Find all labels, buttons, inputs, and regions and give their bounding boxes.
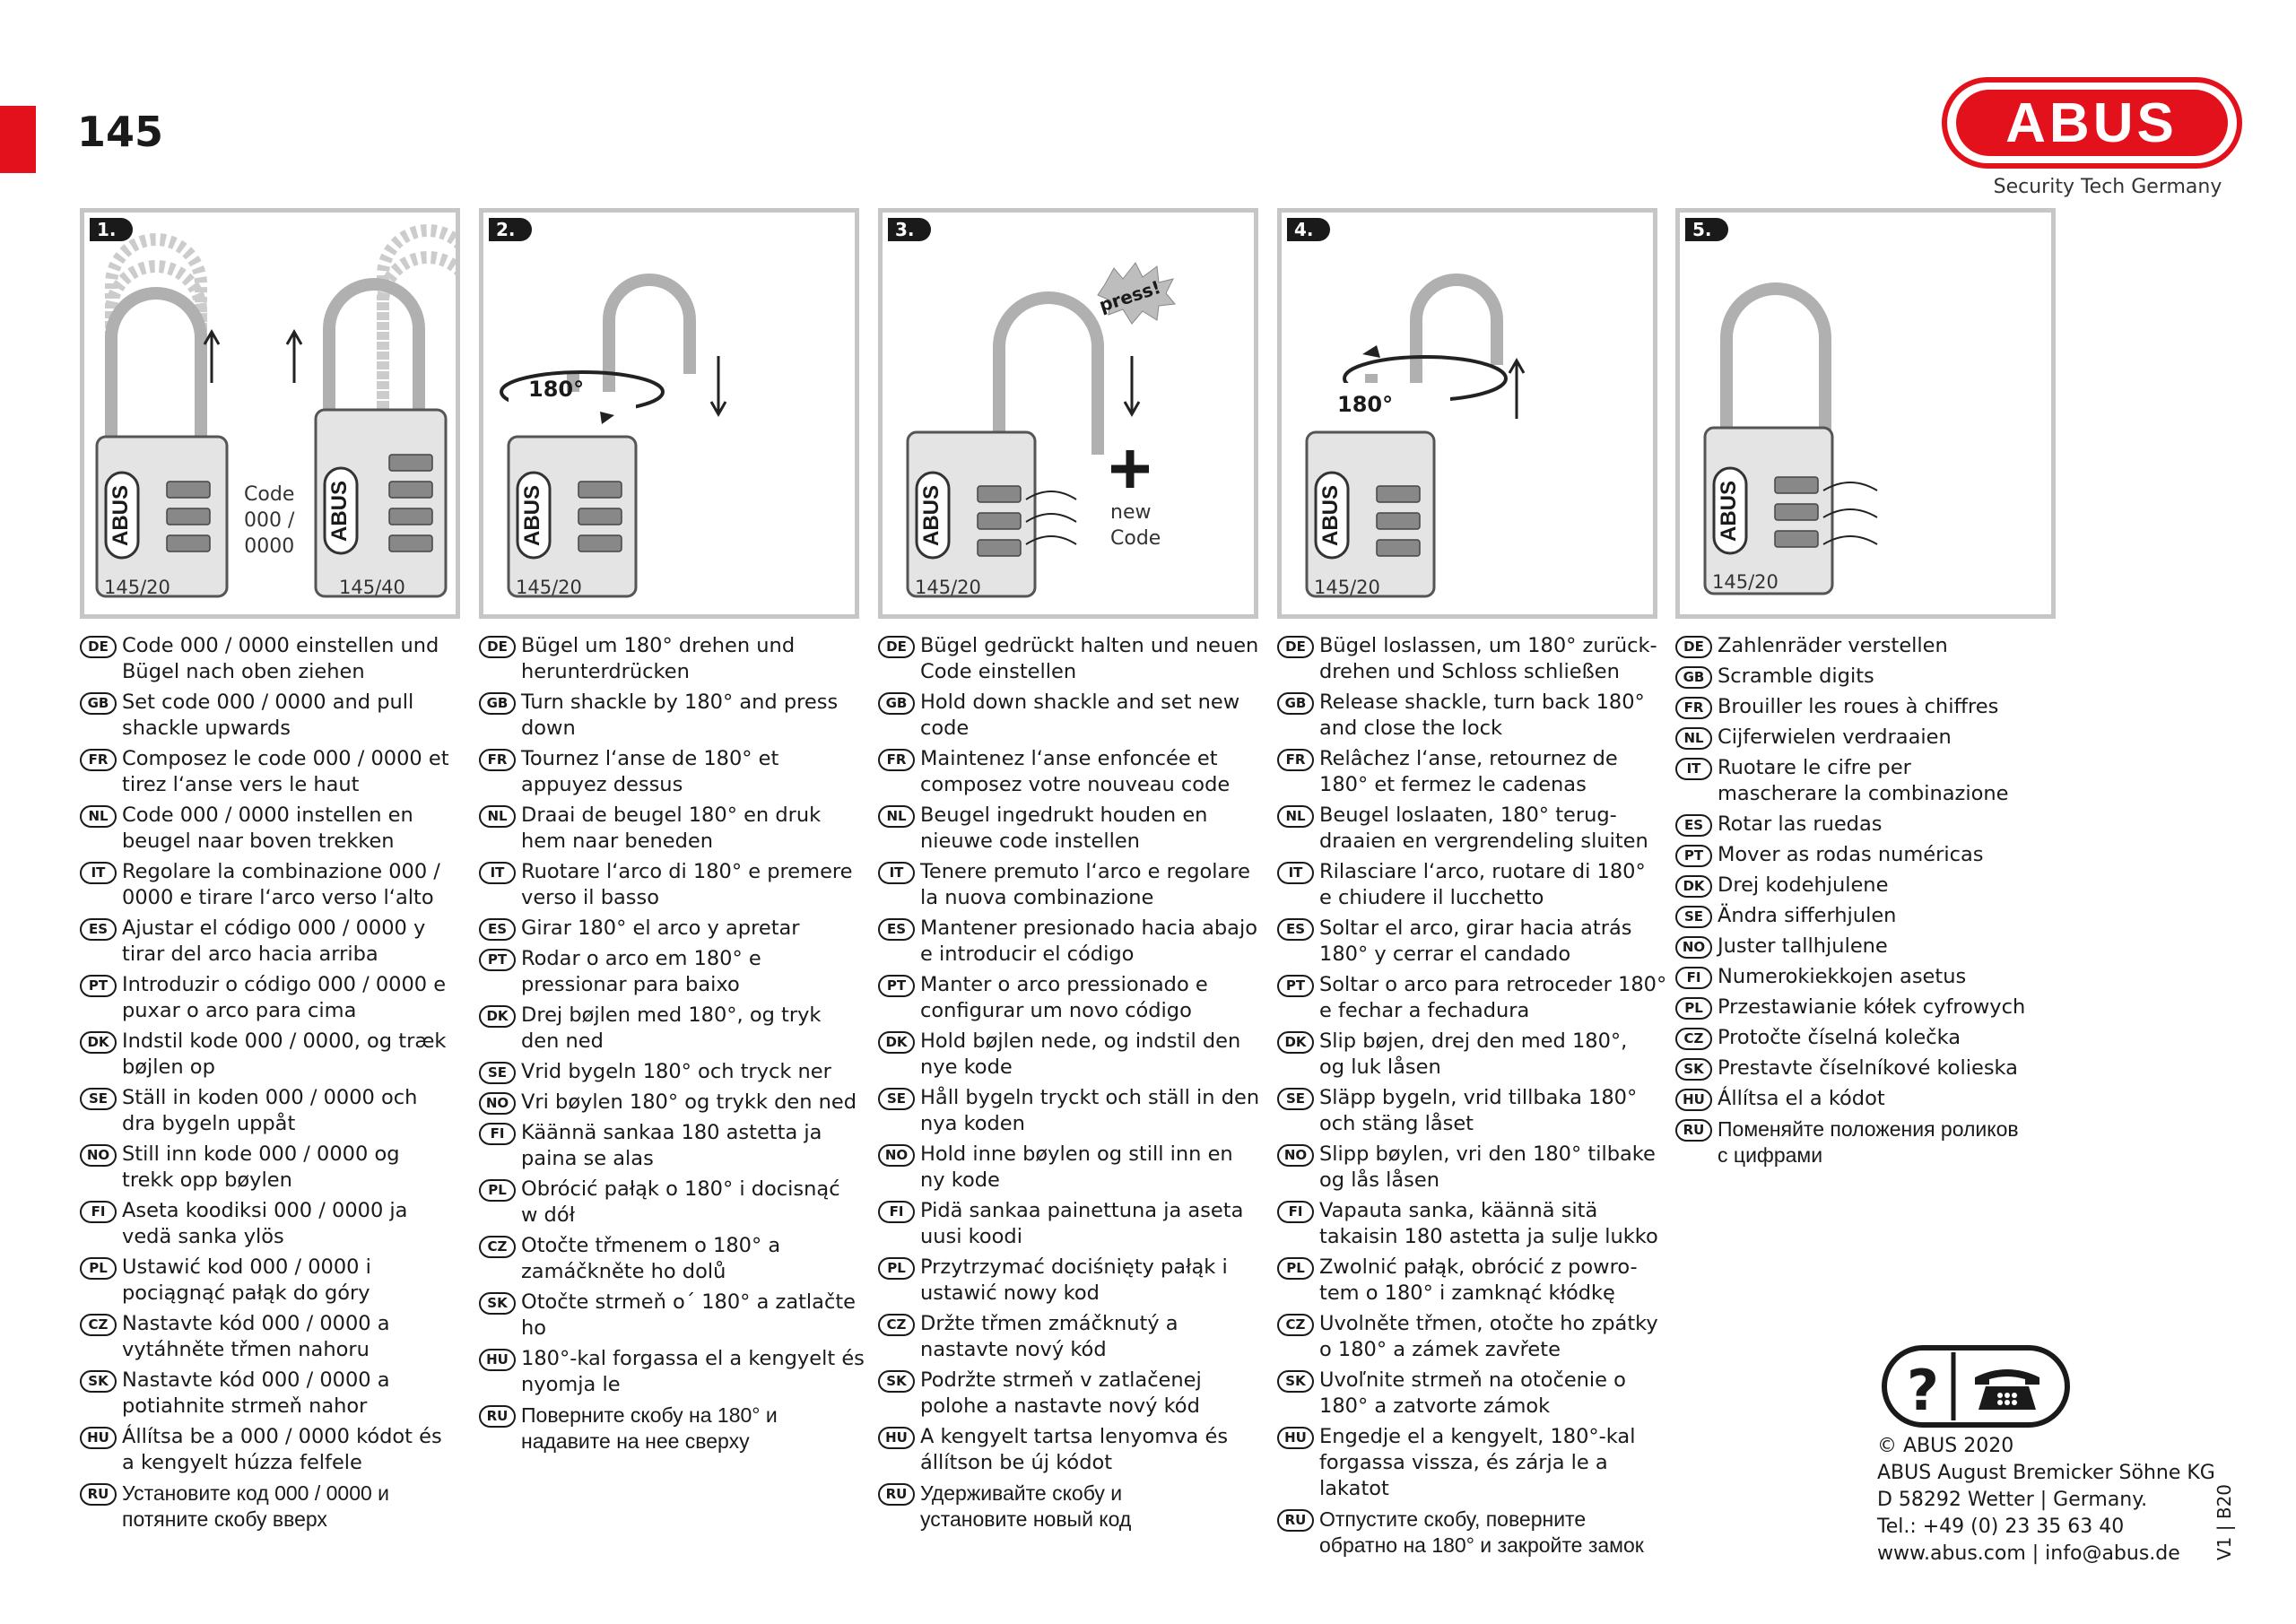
language-code-badge: FR <box>878 749 915 771</box>
instruction-item <box>80 633 474 685</box>
instruction-text: Отпустите скобу, поверните обратно на 180° и закройте замок <box>1319 1507 1644 1557</box>
instruction-text: Protočte číselná kolečka <box>1718 1026 1961 1049</box>
instruction-text: Bügel gedrückt halten und neuen Code einstellen <box>920 634 1259 683</box>
instruction-text: Beugel ingedrukt houden en nieuwe code instellen <box>920 803 1208 853</box>
instruction-item <box>80 972 474 1024</box>
instruction-text: Draai de beugel 180° en druk hem naar beneden <box>521 803 822 853</box>
language-code-badge: IT <box>80 862 117 884</box>
instruction-text: Slip bøjen, drej den med 180°, og luk låsen <box>1319 1029 1628 1079</box>
instruction-text: Поменяйте положения роликов с цифрами <box>1718 1117 2019 1167</box>
instruction-text: Soltar el arco, girar hacia atrás 180° y cerrar el candado <box>1319 916 1632 966</box>
instruction-text: Håll bygeln tryckt och ställ in den nya koden <box>920 1086 1260 1135</box>
language-code-badge: RU <box>80 1483 117 1506</box>
instruction-text: Ändra sifferhjulen <box>1718 904 1897 927</box>
step-panel-4 <box>1277 208 1657 619</box>
note-line: Code <box>244 483 295 506</box>
step-number: 3. <box>888 218 931 241</box>
language-code-badge: FI <box>1675 967 1712 989</box>
language-code-badge: RU <box>878 1483 915 1506</box>
rotation-angle: 180° <box>528 377 585 402</box>
language-code-badge: ES <box>80 918 117 941</box>
instruction-item <box>878 859 1273 911</box>
language-code-badge: DE <box>1277 636 1314 658</box>
instruction-text: Release shackle, turn back 180° and close the lock <box>1319 690 1645 740</box>
logo-wordmark: ABUS <box>2005 92 2178 154</box>
instruction-item <box>80 1424 474 1476</box>
step-4-illustration <box>1282 213 1653 614</box>
instruction-text: Vrid bygeln 180° och tryck ner <box>521 1060 831 1083</box>
lock-model-label: 145/20 <box>104 577 170 598</box>
instruction-item <box>1277 972 1672 1024</box>
company-web[interactable]: www.abus.com | info@abus.de <box>1877 1542 2180 1565</box>
language-code-badge: DK <box>80 1031 117 1054</box>
lock-model-label: 145/20 <box>915 577 981 598</box>
instruction-text: Käännä sankaa 180 astetta ja paina se alas <box>521 1121 822 1170</box>
instruction-item <box>878 746 1273 798</box>
instructions-step-1 <box>80 633 474 1537</box>
step-panel-5 <box>1675 208 2056 619</box>
language-code-badge: NL <box>80 805 117 828</box>
language-code-badge: DE <box>479 636 516 658</box>
lock-model-label: 145/20 <box>516 577 582 598</box>
instruction-text: Still inn kode 000 / 0000 og trekk opp bøylen <box>122 1142 400 1192</box>
instruction-item <box>80 803 474 855</box>
instruction-text: Introduzir o código 000 / 0000 e puxar o arco para cima <box>122 973 447 1022</box>
instruction-text: Prestavte číselníkové kolieska <box>1718 1056 2018 1080</box>
language-code-badge: SK <box>1675 1058 1712 1081</box>
language-code-badge: PL <box>80 1257 117 1280</box>
language-code-badge: GB <box>479 692 516 715</box>
instructions-step-5 <box>1675 633 2070 1173</box>
instruction-item <box>1675 694 2070 720</box>
page-title: 145 <box>77 108 164 156</box>
language-code-badge: RU <box>479 1405 516 1428</box>
instruction-text: Nastavte kód 000 / 0000 a vytáhněte třmen nahoru <box>122 1312 390 1361</box>
note-line: 0000 <box>244 535 295 558</box>
language-code-badge: DK <box>1277 1031 1314 1054</box>
instruction-text: Установите код 000 / 0000 и потяните скобу вверх <box>122 1481 390 1531</box>
step-5-illustration <box>1680 213 2051 614</box>
language-code-badge: PT <box>1277 975 1314 997</box>
instruction-text: Juster tallhjulene <box>1718 934 1888 958</box>
language-code-badge: CZ <box>878 1314 915 1336</box>
language-code-badge: SE <box>1675 906 1712 928</box>
language-code-badge: NL <box>1675 727 1712 750</box>
instruction-text: Bügel um 180° drehen und herunterdrücken <box>521 634 796 683</box>
instruction-item <box>80 859 474 911</box>
language-code-badge: ES <box>1675 814 1712 837</box>
language-code-badge: CZ <box>1675 1028 1712 1050</box>
language-code-badge: NO <box>80 1144 117 1167</box>
language-code-badge: GB <box>1675 666 1712 689</box>
instruction-item <box>1675 633 2070 659</box>
svg-text:?: ? <box>1907 1358 1939 1423</box>
instruction-item <box>878 803 1273 855</box>
instruction-item <box>479 916 874 942</box>
instruction-text: Állítsa be a 000 / 0000 kódot és a kengyelt húzza felfele <box>122 1425 442 1474</box>
instruction-item <box>1675 934 2070 960</box>
language-code-badge: CZ <box>1277 1314 1314 1336</box>
instruction-item <box>479 1177 874 1229</box>
instruction-item <box>1277 1142 1672 1194</box>
instruction-item <box>80 746 474 798</box>
instruction-text: Przestawianie kółek cyfrowych <box>1718 995 2026 1019</box>
instruction-text: Brouiller les roues à chiffres <box>1718 695 1999 718</box>
instruction-text: Drej kodehjulene <box>1718 873 1889 897</box>
instruction-text: Soltar o arco para retroceder 180° e fechar a fechadura <box>1319 973 1667 1022</box>
instruction-text: Удерживайте скобу и установите новый код <box>920 1481 1132 1531</box>
instruction-item <box>1675 1055 2070 1081</box>
instruction-text: Otočte strmeň o´ 180° a zatlačte ho <box>521 1290 857 1340</box>
instruction-text: Engedje el a kengyelt, 180°-kal forgassa vissza, és zárja le a lakatot <box>1319 1425 1636 1500</box>
language-code-badge: NO <box>1675 936 1712 959</box>
instruction-item <box>878 972 1273 1024</box>
instruction-item <box>479 746 874 798</box>
instruction-text: Vri bøylen 180° og trykk den ned <box>521 1090 857 1114</box>
language-code-badge: PL <box>1277 1257 1314 1280</box>
telephone-icon <box>1975 1369 2039 1410</box>
instruction-text: Ustawić kod 000 / 0000 i pociągnąć pałąk do góry <box>122 1255 371 1305</box>
instruction-item <box>80 1029 474 1081</box>
note-line: 000 / <box>244 509 295 532</box>
language-code-badge: DK <box>479 1005 516 1028</box>
instruction-text: Ajustar el código 000 / 0000 y tirar del arco hacia arriba <box>122 916 426 966</box>
instruction-item <box>1675 755 2070 807</box>
instruction-item <box>1675 1086 2070 1112</box>
language-code-badge: PL <box>1675 997 1712 1020</box>
instruction-item <box>1675 903 2070 929</box>
instruction-item <box>1277 859 1672 911</box>
instruction-text: Beugel loslaaten, 180° terug- draaien en vergrendeling sluiten <box>1319 803 1648 853</box>
language-code-badge: FI <box>1277 1201 1314 1223</box>
language-code-badge: SE <box>80 1088 117 1110</box>
language-code-badge: PT <box>878 975 915 997</box>
instruction-text: Tournez l‘anse de 180° et appuyez dessus <box>521 747 779 796</box>
instruction-item <box>80 690 474 742</box>
instruction-item <box>878 690 1273 742</box>
instruction-text: Numerokiekkojen asetus <box>1718 965 1967 988</box>
lock-brand-text: ABUS <box>520 484 544 547</box>
instruction-item <box>479 859 874 911</box>
instruction-text: Zwolnić pałąk, obrócić z powro- tem o 180° i zamknąć kłódkę <box>1319 1255 1638 1305</box>
instruction-text: Relâchez l‘anse, retournez de 180° et fermez le cadenas <box>1319 747 1618 796</box>
instruction-text: Set code 000 / 0000 and pull shackle upwards <box>122 690 414 740</box>
instruction-text: Turn shackle by 180° and press down <box>521 690 839 740</box>
step-panel-3 <box>878 208 1258 619</box>
red-tab <box>0 106 36 173</box>
language-code-badge: DE <box>80 636 117 658</box>
language-code-badge: HU <box>479 1349 516 1371</box>
instruction-item <box>1277 1198 1672 1250</box>
question-icon <box>1907 1358 1939 1423</box>
language-code-badge: NL <box>479 805 516 828</box>
instruction-item <box>878 1424 1273 1476</box>
instruction-text: Bügel loslassen, um 180° zurück- drehen und Schloss schließen <box>1319 634 1657 683</box>
language-code-badge: NO <box>878 1144 915 1167</box>
language-code-badge: DE <box>878 636 915 658</box>
language-code-badge: CZ <box>80 1314 117 1336</box>
language-code-badge: PT <box>479 949 516 971</box>
instruction-text: Ställ in koden 000 / 0000 och dra bygeln uppåt <box>122 1086 418 1135</box>
company-phone: Tel.: +49 (0) 23 35 63 40 <box>1877 1515 2125 1538</box>
language-code-badge: HU <box>1277 1427 1314 1449</box>
instruction-item <box>878 1029 1273 1081</box>
lock-model-label: 145/20 <box>1314 577 1380 598</box>
instruction-item <box>80 1255 474 1307</box>
lock-brand-text: ABUS <box>109 484 133 547</box>
instruction-text: Otočte třmenem o 180° a zamáčkněte ho dolů <box>521 1234 781 1283</box>
instruction-item <box>1675 664 2070 690</box>
language-code-badge: IT <box>878 862 915 884</box>
instruction-item <box>878 1142 1273 1194</box>
instruction-text: Hold down shackle and set new code <box>920 690 1240 740</box>
instruction-text: Aseta koodiksi 000 / 0000 ja vedä sanka ylös <box>122 1199 408 1248</box>
instruction-item <box>1277 633 1672 685</box>
instruction-text: Držte třmen zmáčknutý a nastavte nový kód <box>920 1312 1178 1361</box>
instruction-text: Przytrzymać dociśnięty pałąk i ustawić nowy kod <box>920 1255 1228 1305</box>
instruction-item <box>479 1003 874 1055</box>
language-code-badge: ES <box>1277 918 1314 941</box>
language-code-badge: SK <box>878 1370 915 1393</box>
instruction-item <box>479 803 874 855</box>
instruction-item <box>1675 842 2070 868</box>
step-number: 2. <box>489 218 532 241</box>
instruction-text: Uvolněte třmen, otočte ho zpátky o 180° a zámek zavřete <box>1319 1312 1658 1361</box>
language-code-badge: NL <box>1277 805 1314 828</box>
language-code-badge: DK <box>1675 875 1712 898</box>
instruction-item <box>878 1311 1273 1363</box>
language-code-badge: HU <box>1675 1089 1712 1111</box>
lock-brand-text: ABUS <box>1717 480 1741 543</box>
language-code-badge: PT <box>1675 845 1712 867</box>
language-code-badge: PL <box>878 1257 915 1280</box>
step-panel-2 <box>479 208 859 619</box>
instruction-item <box>80 1085 474 1137</box>
instruction-item <box>878 1255 1273 1307</box>
instruction-item <box>1675 994 2070 1020</box>
instruction-text: A kengyelt tartsa lenyomva és állítson be új kódot <box>920 1425 1229 1474</box>
language-code-badge: SE <box>878 1088 915 1110</box>
instruction-text: Mantener presionado hacia abajo e introducir el código <box>920 916 1257 966</box>
instruction-text: Obrócić pałąk o 180° i docisnąć w dół <box>521 1177 840 1227</box>
help-hotline-icon <box>1882 1345 2070 1428</box>
logo-tagline: Security Tech Germany <box>1993 176 2222 198</box>
new-code-note <box>1110 499 1161 551</box>
instruction-item <box>1277 1507 1672 1559</box>
instruction-text: Manter o arco pressionado e configurar um novo código <box>920 973 1208 1022</box>
press-label: press! <box>1096 276 1164 317</box>
language-code-badge: SE <box>479 1062 516 1084</box>
instruction-item <box>1277 1029 1672 1081</box>
instruction-item <box>479 690 874 742</box>
instruction-text: Mover as rodas numéricas <box>1718 843 1984 866</box>
instruction-text: Állítsa el a kódot <box>1718 1087 1885 1110</box>
instruction-item <box>1675 1025 2070 1051</box>
instruction-text: Podržte strmeň v zatlačenej polohe a nastavte nový kód <box>920 1368 1202 1418</box>
instruction-item <box>479 633 874 685</box>
instruction-item <box>1675 725 2070 751</box>
instruction-item <box>1277 1424 1672 1502</box>
copyright: © ABUS 2020 <box>1877 1435 2014 1457</box>
instruction-item <box>80 1311 474 1363</box>
instruction-text: Scramble digits <box>1718 664 1874 688</box>
language-code-badge: HU <box>80 1427 117 1449</box>
instruction-item <box>479 1233 874 1285</box>
language-code-badge: PL <box>479 1179 516 1202</box>
instruction-item <box>80 1481 474 1533</box>
note-line: new <box>1110 501 1152 524</box>
instruction-item <box>1277 916 1672 968</box>
language-code-badge: PT <box>80 975 117 997</box>
language-code-badge: DK <box>878 1031 915 1054</box>
document-version: V1 | B20 <box>2213 1483 2235 1560</box>
instruction-item <box>1675 964 2070 990</box>
instruction-text: Rodar o arco em 180° e pressionar para baixo <box>521 947 761 996</box>
instruction-item <box>1675 1116 2070 1168</box>
instruction-item <box>80 1368 474 1420</box>
instruction-item <box>80 1142 474 1194</box>
instruction-text: Pidä sankaa painettuna ja aseta uusi koodi <box>920 1199 1244 1248</box>
language-code-badge: SE <box>1277 1088 1314 1110</box>
lock-model-label: 145/20 <box>1712 571 1779 593</box>
language-code-badge: DE <box>1675 636 1712 658</box>
instruction-text: Rotar las ruedas <box>1718 812 1883 836</box>
language-code-badge: SK <box>1277 1370 1314 1393</box>
language-code-badge: FR <box>80 749 117 771</box>
instruction-text: Hold bøjlen nede, og indstil den nye kode <box>920 1029 1241 1079</box>
instruction-item <box>1277 1368 1672 1420</box>
company-name: ABUS August Bremicker Söhne KG <box>1877 1462 2215 1484</box>
instruction-item <box>878 1198 1273 1250</box>
language-code-badge: FI <box>80 1201 117 1223</box>
language-code-badge: FI <box>479 1123 516 1145</box>
language-code-badge: NO <box>479 1092 516 1115</box>
instruction-item <box>878 1481 1273 1533</box>
lock-brand-text: ABUS <box>327 480 352 543</box>
instruction-item <box>479 1403 874 1455</box>
company-footer <box>1877 1433 2215 1568</box>
step-number: 1. <box>90 218 133 241</box>
language-code-badge: GB <box>80 692 117 715</box>
lock-brand-text: ABUS <box>919 484 944 547</box>
instruction-text: Поверните скобу на 180° и надавите на нее сверху <box>521 1403 778 1453</box>
instruction-text: Slipp bøylen, vri den 180° tilbake og lås låsen <box>1319 1142 1656 1192</box>
language-code-badge: NL <box>878 805 915 828</box>
instruction-item <box>1675 812 2070 838</box>
instruction-text: Maintenez l‘anse enfoncée et composez votre nouveau code <box>920 747 1231 796</box>
lock-brand-text: ABUS <box>1318 484 1343 547</box>
instruction-item <box>1277 690 1672 742</box>
instruction-text: Nastavte kód 000 / 0000 a potiahnite strmeň nahor <box>122 1368 390 1418</box>
language-code-badge: CZ <box>479 1236 516 1258</box>
instruction-item <box>479 1090 874 1116</box>
instruction-text: Rilasciare l‘arco, ruotare di 180° e chiudere il lucchetto <box>1319 860 1646 909</box>
instruction-text: Tenere premuto l‘arco e regolare la nuova combinazione <box>920 860 1250 909</box>
instruction-text: Code 000 / 0000 einstellen und Bügel nach oben ziehen <box>122 634 439 683</box>
language-code-badge: GB <box>878 692 915 715</box>
language-code-badge: HU <box>878 1427 915 1449</box>
instruction-item <box>1277 803 1672 855</box>
instruction-text: Släpp bygeln, vrid tillbaka 180° och stäng låset <box>1319 1086 1638 1135</box>
instruction-item <box>878 916 1273 968</box>
instruction-item <box>479 1059 874 1085</box>
instruction-item <box>1675 873 2070 899</box>
instruction-item <box>479 946 874 998</box>
instructions-step-4 <box>1277 633 1672 1563</box>
instruction-text: Uvoľnite strmeň na otočenie o 180° a zatvorte zámok <box>1319 1368 1626 1418</box>
language-code-badge: FR <box>1277 749 1314 771</box>
language-code-badge: FR <box>1675 697 1712 719</box>
instruction-item <box>1277 1255 1672 1307</box>
instruction-item <box>80 916 474 968</box>
instruction-item <box>479 1120 874 1172</box>
instruction-text: Code 000 / 0000 instellen en beugel naar boven trekken <box>122 803 413 853</box>
note-line: Code <box>1110 527 1161 550</box>
company-address: D 58292 Wetter | Germany. <box>1877 1489 2148 1511</box>
instruction-text: Indstil kode 000 / 0000, og træk bøjlen op <box>122 1029 447 1079</box>
language-code-badge: FR <box>479 749 516 771</box>
abus-logo <box>1942 77 2242 169</box>
step-panel-1 <box>80 208 460 619</box>
step-3-illustration <box>883 213 1254 614</box>
lock-model-label: 145/40 <box>339 577 405 598</box>
language-code-badge: ES <box>878 918 915 941</box>
instruction-item <box>878 1368 1273 1420</box>
instruction-text: Cijferwielen verdraaien <box>1718 725 1952 749</box>
instruction-text: Girar 180° el arco y apretar <box>521 916 800 940</box>
language-code-badge: IT <box>1277 862 1314 884</box>
instruction-item <box>1277 746 1672 798</box>
instruction-item <box>1277 1085 1672 1137</box>
instruction-text: Ruotare le cifre per mascherare la combinazione <box>1718 756 2009 805</box>
instruction-text: Regolare la combinazione 000 / 0000 e tirare l‘arco verso l‘alto <box>122 860 440 909</box>
instructions-step-3 <box>878 633 1273 1537</box>
language-code-badge: SK <box>479 1292 516 1315</box>
instruction-text: Zahlenräder verstellen <box>1718 634 1948 657</box>
language-code-badge: ES <box>479 918 516 941</box>
code-note <box>244 482 294 560</box>
language-code-badge: RU <box>1277 1509 1314 1532</box>
language-code-badge: SK <box>80 1370 117 1393</box>
instruction-item <box>1277 1311 1672 1363</box>
instruction-item <box>80 1198 474 1250</box>
step-number: 5. <box>1685 218 1728 241</box>
instruction-text: Drej bøjlen med 180°, og tryk den ned <box>521 1003 822 1053</box>
language-code-badge: NO <box>1277 1144 1314 1167</box>
step-number: 4. <box>1287 218 1330 241</box>
step-2-illustration <box>483 213 855 614</box>
rotation-angle: 180° <box>1337 392 1394 417</box>
instruction-item <box>479 1346 874 1398</box>
language-code-badge: IT <box>479 862 516 884</box>
instruction-text: 180°-kal forgassa el a kengyelt és nyomja le <box>521 1347 865 1396</box>
instruction-text: Vapauta sanka, käännä sitä takaisin 180 astetta ja sulje lukko <box>1319 1199 1658 1248</box>
language-code-badge: IT <box>1675 758 1712 780</box>
instruction-item <box>878 633 1273 685</box>
instruction-item <box>878 1085 1273 1137</box>
instructions-step-2 <box>479 633 874 1459</box>
instruction-text: Ruotare l‘arco di 180° e premere verso il basso <box>521 860 853 909</box>
language-code-badge: GB <box>1277 692 1314 715</box>
language-code-badge: RU <box>1675 1119 1712 1142</box>
instruction-text: Composez le code 000 / 0000 et tirez l‘anse vers le haut <box>122 747 449 796</box>
language-code-badge: FI <box>878 1201 915 1223</box>
instruction-text: Hold inne bøylen og still inn en ny kode <box>920 1142 1233 1192</box>
instruction-item <box>479 1290 874 1342</box>
